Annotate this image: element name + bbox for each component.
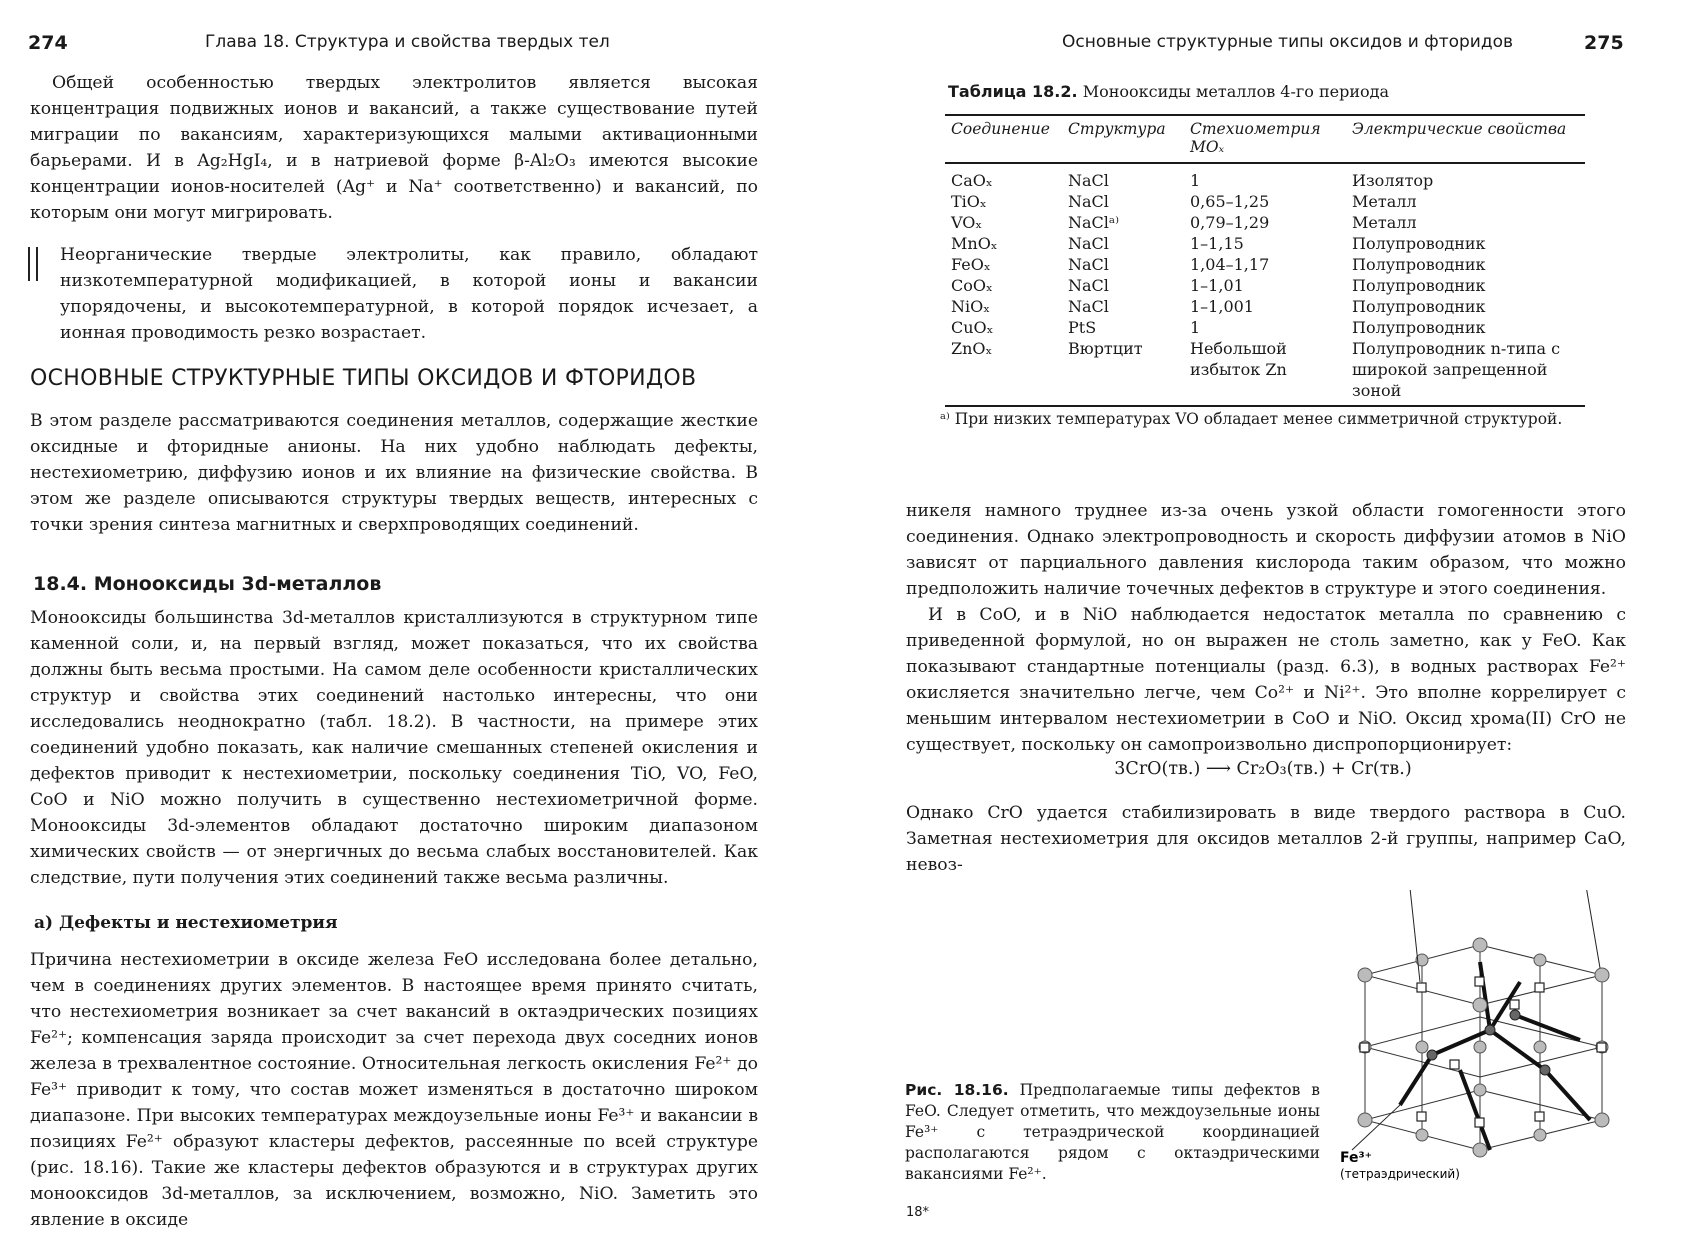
- table-row: [945, 296, 1585, 317]
- table-caption: [948, 82, 1389, 101]
- table-cell: 0,79–1,29: [1190, 213, 1270, 232]
- table-header-cell: Соединение: [945, 115, 1062, 163]
- table-cell: 1–1,001: [1190, 297, 1254, 316]
- table-cell: TiOₓ: [951, 192, 987, 211]
- table-row: [945, 317, 1585, 338]
- table-cell: MnOₓ: [951, 234, 998, 253]
- note-marker: [28, 247, 38, 281]
- table-label: Таблица 18.2.: [948, 82, 1078, 101]
- table-cell: FeOₓ: [951, 255, 991, 274]
- section-title: ОСНОВНЫЕ СТРУКТУРНЫЕ ТИПЫ ОКСИДОВ И ФТОРИДОВ: [30, 366, 697, 391]
- table-cell: CuOₓ: [951, 318, 994, 337]
- table-cell: VOₓ: [951, 213, 983, 232]
- table-header-cell: Стехиометрия MOₓ: [1184, 115, 1346, 163]
- table-cell: NiOₓ: [951, 297, 991, 316]
- running-head-right: Основные структурные типы оксидов и фторидов: [1062, 32, 1514, 52]
- table-row: [945, 212, 1585, 233]
- table-row: [945, 191, 1585, 212]
- table-container: [945, 114, 1585, 407]
- table-cell: NaClᵃ⁾: [1068, 213, 1119, 232]
- table-cell: Небольшой избыток Zn: [1184, 338, 1346, 406]
- table-footnote: ᵃ⁾ При низких температурах VO обладает менее симметричной структурой.: [940, 410, 1563, 428]
- table-header-row: [945, 115, 1585, 163]
- table-cell: Полупроводник: [1352, 318, 1486, 337]
- equation: 3CrO(тв.) ⟶ Cr₂O₃(тв.) + Cr(тв.): [1114, 759, 1412, 779]
- table-cell: Полупроводник: [1352, 234, 1486, 253]
- paragraph-2: И в CoO, и в NiO наблюдается недостаток металла по сравнению с приведенной формулой, но он выражен не столь заметно, как у FeO. Как показывают стандартные потенциалы (разд. 6.3), в водных растворах Fe²⁺ окисляется значительно легче, чем Co²⁺ и Ni²⁺. Это вполне коррелирует с меньшим интервалом нестехиометрии в CoO и NiO. Оксид хрома(II) CrO не существует, поскольку он самопроизвольно диспропорционирует:: [906, 605, 1626, 755]
- table-cell: 0,65–1,25: [1190, 192, 1270, 211]
- oxygen-pointer-line: [1585, 890, 1600, 968]
- table-row: [945, 254, 1585, 275]
- table-cell: Полупроводник: [1352, 297, 1486, 316]
- note-paragraph: Неорганические твердые электролиты, как правило, обладают низкотемпературной модификацией, в которой ионы и вакансии упорядочены, и высокотемпературной, в которой порядок исчезает, а ионная проводимость резко возрастает.: [60, 245, 758, 343]
- table-cell: Вюртцит: [1062, 338, 1184, 406]
- defect-structure-figure: [1340, 890, 1640, 1190]
- table-cell: PtS: [1068, 318, 1097, 337]
- intro-paragraph-block: [30, 70, 758, 226]
- table-row: [945, 338, 1585, 406]
- table-cell: CaOₓ: [951, 171, 993, 190]
- monoxide-table: [945, 114, 1585, 407]
- running-head-left: Глава 18. Структура и свойства твердых тел: [205, 32, 610, 52]
- note-block: [60, 242, 758, 346]
- table-cell: NaCl: [1068, 276, 1109, 295]
- table-cell: NaCl: [1068, 192, 1109, 211]
- figure-caption-text: Предполагаемые типы дефектов в FeO. Следует отметить, что междоузельные ионы Fe³⁺ с тетраэдрической координацией располагаются рядом с октаэдрическими вакансиями Fe²⁺.: [905, 1081, 1321, 1183]
- iron-label: Fe³⁺: [1340, 1150, 1373, 1166]
- intro-paragraph: Общей особенностью твердых электролитов является высокая концентрация подвижных ионов и вакансий, а также существование путей миграции по вакансиям, характеризующихся малыми активационными барьерами. И в Ag₂HgI₄, и в натриевой форме β-Al₂O₃ имеются высокие концентрации ионов-носителей (Ag⁺ и Na⁺ соответственно) и вакансий, по которым они могут мигрировать.: [30, 73, 758, 223]
- table-cell: 1–1,01: [1190, 276, 1244, 295]
- table-cell: 1: [1190, 318, 1201, 337]
- table-cell: NaCl: [1068, 234, 1109, 253]
- subsection-text-block: [30, 605, 758, 891]
- subsub-title: а) Дефекты и нестехиометрия: [34, 913, 338, 933]
- page-number-right: 275: [1584, 32, 1624, 54]
- table-header-cell: Структура: [1062, 115, 1184, 163]
- subsection-text: Монооксиды большинства 3d-металлов кристаллизуются в структурном типе каменной соли, и, на первый взгляд, может показаться, что их свойства должны быть весьма простыми. На самом деле особенности кристаллических структур и свойства этих соединений настолько интересны, что они исследовались неоднократно (табл. 18.2). В частности, на примере этих соединений удобно показать, как наличие смешанных степеней окисления и дефектов приводит к нестехиометрии, поскольку соединения TiO, VO, FeO, CoO и NiO можно получить в существенно нестехиометричной форме. Монооксиды 3d-элементов обладают достаточно широким диапазоном химических свойств — от энергичных до весьма слабых восстановителей. Как следствие, пути получения этих соединений также весьма различны.: [30, 608, 758, 888]
- table-cell: Металл: [1352, 213, 1417, 232]
- signature-mark: 18*: [906, 1205, 930, 1220]
- table-row: [945, 163, 1585, 191]
- table-cell: NaCl: [1068, 297, 1109, 316]
- paragraph-3: Однако CrO удается стабилизировать в виде твердого раствора в CuO. Заметная нестехиометрия для оксидов металлов 2-й группы, например CaO, невоз-: [906, 803, 1626, 875]
- table-cell: ZnOₓ: [945, 338, 1062, 406]
- table-row: [945, 233, 1585, 254]
- table-cell: CoOₓ: [951, 276, 993, 295]
- table-header-cell: Электрические свойства: [1346, 115, 1585, 163]
- table-cell: Полупроводник n-типа с широкой запрещенной зоной: [1346, 338, 1585, 406]
- table-cell: NaCl: [1068, 171, 1109, 190]
- table-cell: Полупроводник: [1352, 255, 1486, 274]
- figure-caption: [905, 1080, 1320, 1185]
- table-cell: 1: [1190, 171, 1201, 190]
- table-cell: NaCl: [1068, 255, 1109, 274]
- continued-text-block: [906, 498, 1626, 758]
- table-cell: Металл: [1352, 192, 1417, 211]
- page-number-left: 274: [28, 32, 68, 54]
- table-row: [945, 275, 1585, 296]
- continued-text: никеля намного труднее из-за очень узкой области гомогенности этого соединения. Однако электропроводность и скорость диффузии атомов в NiO зависят от парциального давления кислорода таким образом, что можно предположить наличие точечных дефектов в структуре и этого соединения.: [906, 501, 1626, 599]
- table-title: Монооксиды металлов 4-го периода: [1082, 82, 1390, 101]
- table-cell: Изолятор: [1352, 171, 1434, 190]
- table-cell: 1,04–1,17: [1190, 255, 1270, 274]
- section-intro: В этом разделе рассматриваются соединения металлов, содержащие жесткие оксидные и фторидные анионы. На них удобно наблюдать дефекты, нестехиометрию, диффузию ионов и их влияние на физические свойства. В этом же разделе описываются структуры твердых веществ, интересных с точки зрения синтеза магнитных и сверхпроводящих соединений.: [30, 411, 758, 535]
- subsub-text-block: [30, 947, 758, 1233]
- subsection-title: 18.4. Монооксиды 3d-металлов: [33, 573, 382, 595]
- vacancy-pointer-line: [1410, 890, 1420, 982]
- subsub-text: Причина нестехиометрии в оксиде железа FeO исследована более детально, чем в соединениях других элементов. В настоящее время принято считать, что нестехиометрия возникает за счет вакансий в октаэдрических позициях Fe²⁺; компенсация заряда происходит за счет перехода двух соседних ионов железа в трехвалентное состояние. Относительная легкость окисления Fe²⁺ до Fe³⁺ приводит к тому, что состав может изменяться в достаточно широком диапазоне. При высоких температурах междоузельные ионы Fe³⁺ и вакансии в позициях Fe²⁺ образуют кластеры дефектов, рассеянные по всей структуре (рис. 18.16). Такие же кластеры дефектов образуются и в структурах других монооксидов 3d-металлов, за исключением, возможно, NiO. Заметить это явление в оксиде: [30, 950, 758, 1230]
- section-intro-block: [30, 408, 758, 538]
- paragraph-3-block: [906, 800, 1626, 878]
- figure-label: Рис. 18.16.: [905, 1081, 1009, 1099]
- table-cell: 1–1,15: [1190, 234, 1244, 253]
- iron-sublabel: (тетраэдрический): [1340, 1167, 1460, 1181]
- table-cell: Полупроводник: [1352, 276, 1486, 295]
- left-page: [0, 0, 842, 1230]
